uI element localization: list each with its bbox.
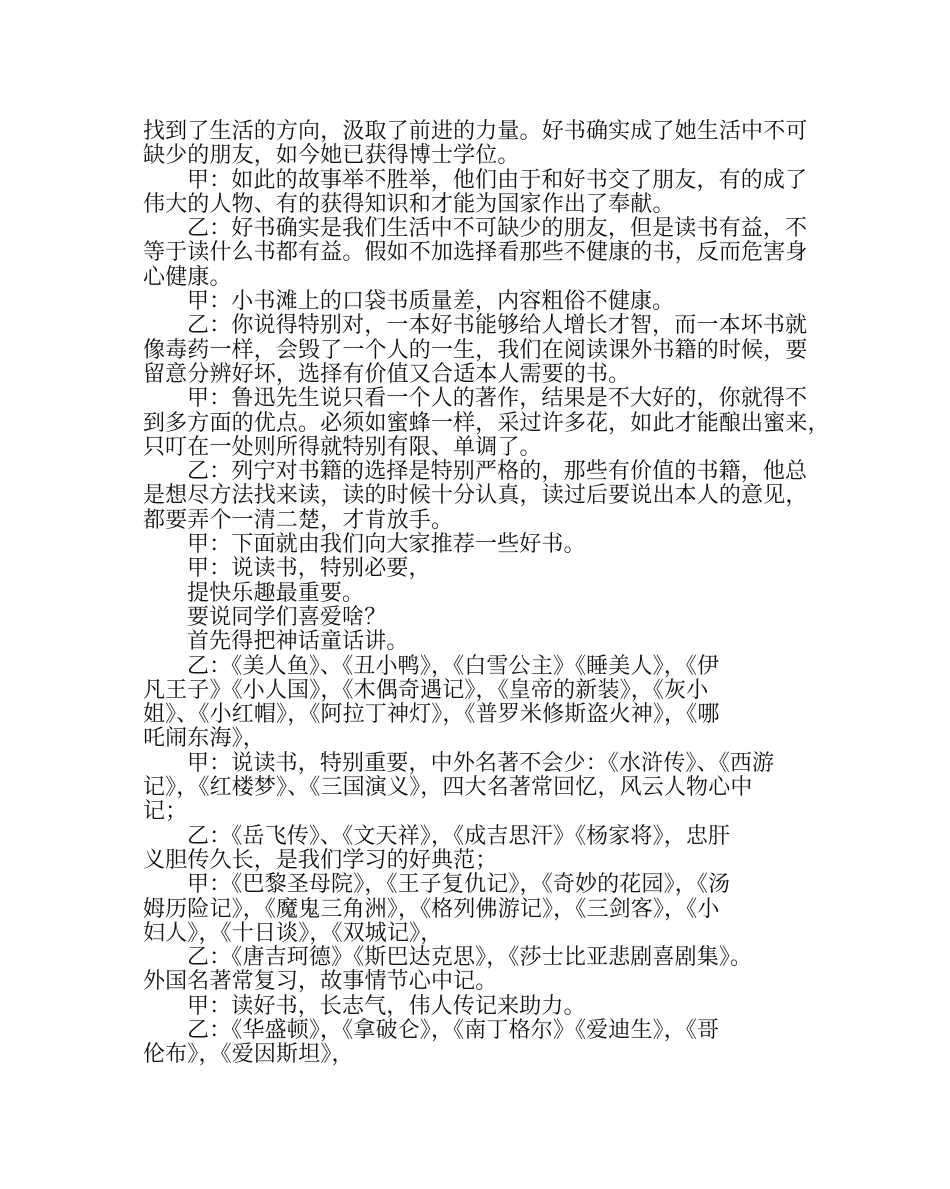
- text-line: 甲：下面就由我们向大家推荐一些好书。: [187, 532, 586, 558]
- text-line: 要说同学们喜爱啥？: [187, 604, 387, 630]
- text-line: 找到了生活的方向，汲取了前进的力量。好书确实成了她生活中不可: [143, 119, 808, 144]
- text-line: 乙：《美人鱼》、《丑小鸭》，《白雪公主》《睡美人》，《伊: [187, 653, 720, 679]
- text-line: 妇人》，《十日谈》，《双城记》，: [143, 920, 443, 946]
- text-line: 伟大的人物、有的获得知识和才能为国家作出了奉献。: [143, 191, 675, 217]
- text-line: 乙：好书确实是我们生活中不可缺少的朋友，但是读书有益，不: [187, 216, 808, 242]
- text-line: 乙：《华盛顿》，《拿破仑》，《南丁格尔》《爱迪生》，《哥: [187, 1017, 720, 1043]
- text-line: 乙：《唐吉珂德》《斯巴达克思》，《莎士比亚悲剧喜剧集》。: [187, 945, 753, 971]
- text-line: 甲：鲁迅先生说只看一个人的著作，结果是不大好的，你就得不: [187, 386, 808, 412]
- text-line: 凡王子》《小人国》，《木偶奇遇记》，《皇帝的新装》，《灰小: [143, 677, 709, 703]
- text-line: 乙：列宁对书籍的选择是特别严格的，那些有价值的书籍，他总: [187, 459, 808, 485]
- text-line: 甲：读好书，长志气，伟人传记来助力。: [187, 993, 586, 1019]
- document-body: [143, 119, 830, 1068]
- text-line: 姆历险记》，《魔鬼三角洲》，《格列佛游记》，《三剑客》，《小: [143, 896, 720, 922]
- text-line: 等于读什么书都有益。假如不加选择看那些不健康的书，反而危害身: [143, 240, 808, 266]
- text-line: 甲：《巴黎圣母院》，《王子复仇记》，《奇妙的花园》，《汤: [187, 872, 731, 898]
- text-line: 甲：小书滩上的口袋书质量差，内容粗俗不健康。: [187, 289, 675, 315]
- text-line: 只叮在一处则所得就特别有限、单调了。: [143, 434, 542, 460]
- text-line: 提快乐趣最重要。: [187, 580, 365, 606]
- text-line: 是想尽方法找来读，读的时候十分认真，读过后要说出本人的意见，: [143, 483, 808, 509]
- text-line: 记；: [143, 799, 188, 825]
- text-line: 乙：你说得特别对，一本好书能够给人增长才智，而一本坏书就: [187, 313, 808, 339]
- text-line: 像毒药一样，会毁了一个人的一生，我们在阅读课外书籍的时候，要: [143, 337, 808, 363]
- text-line: 姐》、《小红帽》，《阿拉丁神灯》，《普罗米修斯盗火神》，《哪: [143, 702, 720, 728]
- text-line: 伦布》，《爱因斯坦》，: [143, 1042, 354, 1068]
- text-line: 甲：说读书，特别必要，: [187, 556, 431, 582]
- text-line: 首先得把神话童话讲。: [187, 629, 409, 655]
- text-line: 都要弄个一清二楚，才肯放手。: [143, 507, 454, 533]
- text-line: 缺少的朋友，如今她已获得博士学位。: [143, 143, 520, 169]
- text-line: 甲：如此的故事举不胜举，他们由于和好书交了朋友，有的成了: [187, 167, 808, 193]
- text-line: 外国名著常复习，故事情节心中记。: [143, 969, 498, 995]
- text-line: 心健康。: [143, 264, 232, 290]
- text-line: 吒闹东海》，: [143, 726, 265, 752]
- text-line: 记》，《红楼梦》、《三国演义》，四大名著常回忆，风云人物心中: [143, 775, 753, 801]
- text-line: 甲：说读书，特别重要，中外名著不会少：《水浒传》、《西游: [187, 750, 775, 776]
- text-line: 乙：《岳飞传》、《文天祥》，《成吉思汗》《杨家将》，忠肝: [187, 823, 731, 849]
- text-line: 到多方面的优点。必须如蜜蜂一样，采过许多花，如此才能酿出蜜来，: [143, 410, 830, 436]
- text-line: 义胆传久长，是我们学习的好典范；: [143, 847, 498, 873]
- text-line: 留意分辨好坏，选择有价值又合适本人需要的书。: [143, 361, 631, 387]
